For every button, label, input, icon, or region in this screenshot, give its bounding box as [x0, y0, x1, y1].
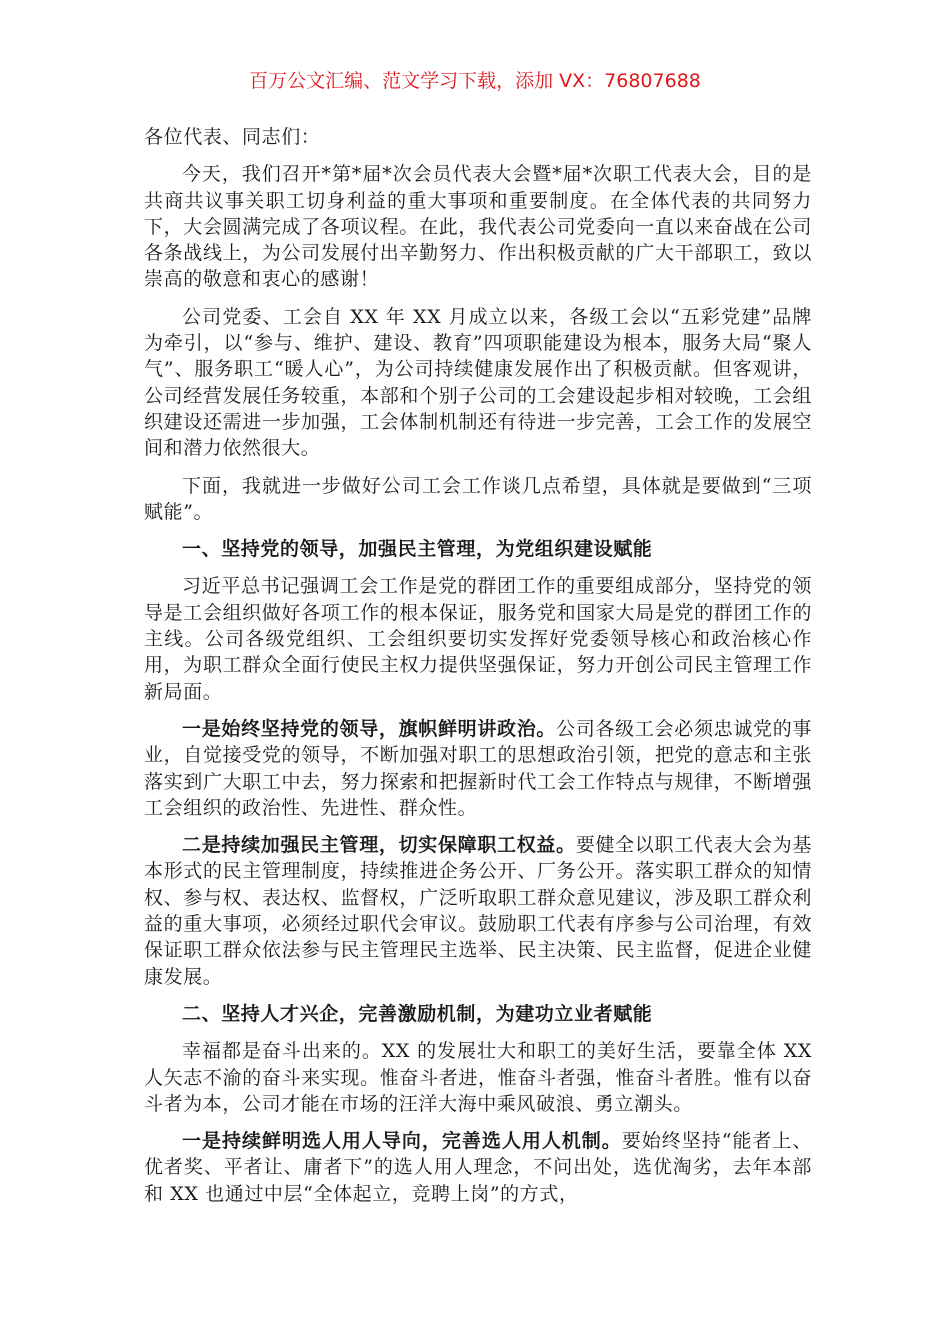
- point-text: 要始终坚持“能者上、优者奖、平者让、庸者下”的选人用人理念，不问出处，选优淘劣，去年本部和 XX 也通过中层“全体起立，竞聘上岗”的方式，: [144, 1130, 813, 1205]
- document-body: [144, 124, 812, 1218]
- paragraph-opening: 今天，我们召开*第*届*次会员代表大会暨*届*次职工代表大会，目的是共商共议事关职工切身利益的重大事项和重要制度。在全体代表的共同努力下，大会圆满完成了各项议程。在此，我代表公司党委向一直以来奋战在公司各条战线上，为公司发展付出辛勤努力、作出积极贡献的广大干部职工，致以崇高的敬意和衷心的感谢！: [144, 163, 812, 291]
- section-heading-1: 一、坚持党的领导，加强民主管理，为党组织建设赋能: [182, 538, 653, 561]
- paragraph-point-1-1: [144, 716, 812, 821]
- promo-banner: 百万公文汇编、范文学习下载，添加 VX：76807688: [249, 70, 701, 92]
- point-text: 要健全以职工代表大会为基本形式的民主管理制度，持续推进企务公开、厂务公开。落实职工群众的知情权、参与权、表达权、监督权，广泛听取职工群众意见建议，涉及职工群众利益的重大事项，必须经过职代会审议。鼓励职工代表有序参与公司治理，有效保证职工群众依法参与民主管理民主选举、民主决策、民主监督，促进企业健康发展。: [144, 834, 812, 988]
- salutation: 各位代表、同志们：: [144, 126, 321, 148]
- point-text: 公司各级工会必须忠诚党的事业，自觉接受党的领导，不断加强对职工的思想政治引领，把党的意志和主张落实到广大职工中去，努力探索和把握新时代工会工作特点与规律，不断增强工会组织的政治性、先进性、群众性。: [144, 717, 812, 819]
- point-lead: 一是始终坚持党的领导，旗帜鲜明讲政治。: [182, 717, 557, 740]
- paragraph-background: 公司党委、工会自 XX 年 XX 月成立以来，各级工会以“五彩党建”品牌为牵引，以“参与、维护、建设、教育”四项职能建设为根本，服务大局“聚人气”、服务职工“暖人心”，为公司持续健康发展作出了积极贡献。但客观讲，公司经营发展任务较重，本部和个别子公司的工会建设起步相对较晚，工会组织建设还需进一步加强，工会体制机制还有待进一步完善，工会工作的发展空间和潜力依然很大。: [144, 305, 812, 460]
- paragraph-party-leadership: 习近平总书记强调工会工作是党的群团工作的重要组成部分，坚持党的领导是工会组织做好各项工作的根本保证，服务党和国家大局是党的群团工作的主线。公司各级党组织、工会组织要切实发挥好党委领导核心和政治核心作用，为职工群众全面行使民主权力提供坚强保证，努力开创公司民主管理工作新局面。: [144, 575, 812, 703]
- paragraph-striving: 幸福都是奋斗出来的。XX 的发展壮大和职工的美好生活，要靠全体 XX 人矢志不渝的奋斗来实现。惟奋斗者进，惟奋斗者强，惟奋斗者胜。惟有以奋斗者为本，公司才能在市场的汪洋大海中乘风破浪、勇立潮头。: [144, 1040, 812, 1115]
- section-heading-2: 二、坚持人才兴企，完善激励机制，为建功立业者赋能: [182, 1002, 653, 1025]
- point-lead: 一是持续鲜明选人用人导向，完善选人用人机制。: [182, 1130, 622, 1153]
- paragraph-point-2-1: [144, 1128, 812, 1207]
- point-lead: 二是持续加强民主管理，切实保障职工权益。: [182, 834, 576, 857]
- paragraph-transition: 下面，我就进一步做好公司工会工作谈几点希望，具体就是要做到“三项赋能”。: [144, 474, 812, 523]
- paragraph-point-1-2: [144, 832, 812, 990]
